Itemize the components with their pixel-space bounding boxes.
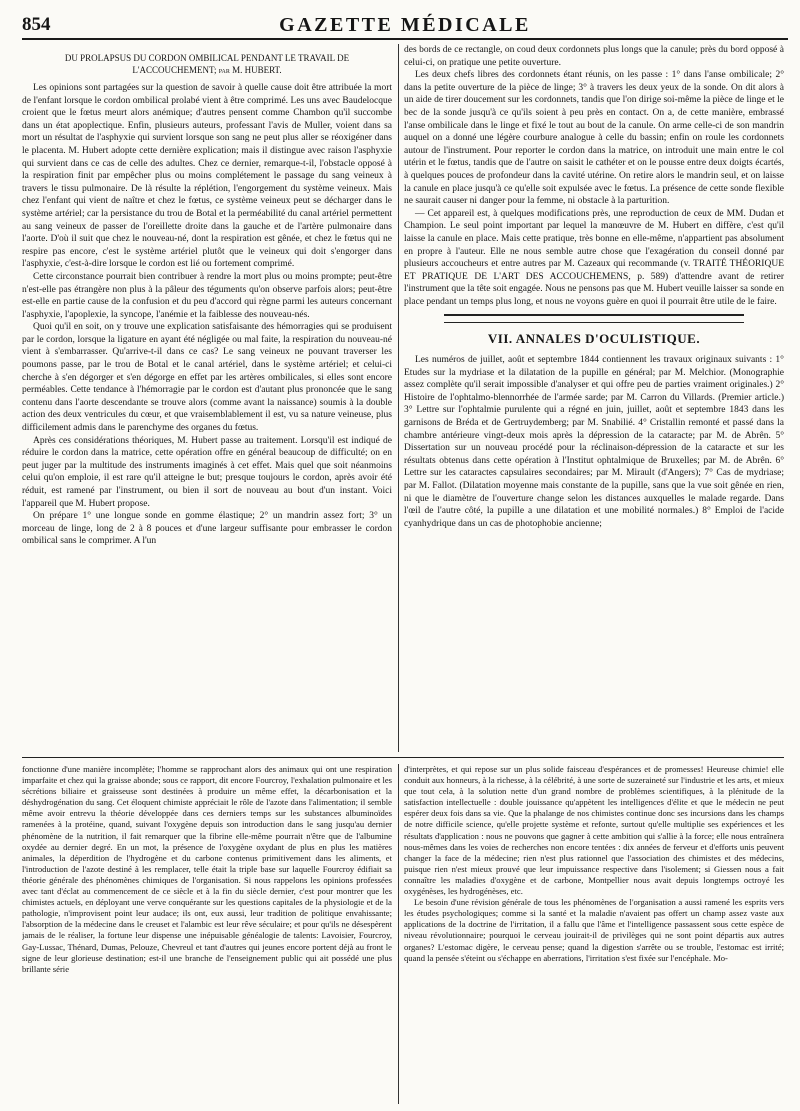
left-column (22, 44, 392, 752)
right-column (404, 44, 784, 752)
paragraph: d'interprètes, et qui repose sur un plus solide faisceau d'espérances et de promesses! Heureuse chimie! elle conduit aux honneurs, à la richesse, à la célébrité, à une sorte de suzeraineté sur l'industrie et les arts, et mieux que tout cela, à la solution nette d'un grand nombre de problèmes scientifiques, à la plénitude de la satisfaction intellectuelle : double jouissance qu'appètent les intelligences d'élite et que le médecin ne peut espérer deux fois dans sa vie. Que la phalange de nos chimistes continue donc ses incursions dans les champs de notre difficile science, qu'elle projette système et refonte, surtout qu'elle multiplie ses expériences et les résultats d'application : nous ne pouvons que gagner à cette ambition qui s'allie à la force; elle nous entraînera nous-mêmes dans les voies de recherches non encore tentées : dix années de ferveur et d'efforts unis peuvent changer la face de la médecine; rien n'est plus rationnel que l'association des chimistes et des médecins, puisque rien n'est mieux prouvé que leur impuissance respective dans l'isolement; si Giessen nous a fait connaître les maladies d'oxygène et de carbone, Montpellier nous avait depuis longtemps octroyé les oxygénèses, les hydrogénèses, etc. (404, 764, 784, 897)
paragraph: — Cet appareil est, à quelques modifications près, une reproduction de ceux de MM. Dudan et Champion. Le seul point important par lequel la manœuvre de M. Hubert en diffère, c'est qu'il laisse la canule en place. Mais cette pratique, très bonne en elle-même, n'appartient pas absolument en propre à l'auteur. Elle ne nous semble autre chose que l'exagération du conseil donné par plusieurs accoucheurs et entre autres par M. Cazeaux qui recommande (v. TRAITÉ THÉORIQUE ET PRATIQUE DE L'ART DES ACCOUCHEMENS, p. 589) d'attendre avant de retirer l'instrument que la tête soit engagée. Nous ne pensons pas que M. Hubert veuille laisser sa sonde en place pendant un temps plus long, et nous ne voyons guère en quoi il pourrait être utile de le faire. (404, 208, 784, 307)
paragraph: Le besoin d'une révision générale de tous les phénomènes de l'organisation a aussi ramené les esprits vers les études psychologiques; comme si la santé et la maladie n'avaient pas offert un champ assez vaste aux applications de la doctrine de l'irritation, il a fallu que l'âme et l'intelligence passassent sous cette espèce de niveau révolutionnaire; pourquoi le cerveau jouirait-il de privilèges qui ne sont point départis aux autres organes? L'estomac digère, le cerveau pense; quand la digestion s'arrête ou se trouble, l'estomac est irrité; quand la pensée s'éteint ou s'échappe en aberrations, l'irritation s'est fixée sur l'encéphale. Mo- (404, 897, 784, 963)
article-title: DU PROLAPSUS DU CORDON OMBILICAL PENDANT LE TRAVAIL DE L'ACCOUCHEMENT; par M. HUBERT. (64, 53, 350, 75)
page-header (22, 12, 788, 40)
paragraph: des bords de ce rectangle, on coud deux cordonnets plus longs que la canule; près du bord opposé à celui-ci, on pratique une petite ouverture. (404, 45, 784, 68)
column-divider-bottom (398, 764, 399, 1104)
paragraph: Après ces considérations théoriques, M. Hubert passe au traitement. Lorsqu'il est indiqué de réduire le cordon dans la matrice, cette opération offre en général beaucoup de difficulté; on en peut juger par la multitude des instruments imaginés à cet effet. Mais quel que soit néanmoins celui qu'on emploie, il est rare qu'il atteigne le but; presque toujours le cordon, après avoir été réduit, est ramené par l'instrument, ou bien il sort de nouveau au bout d'un instant. Voici l'appareil que M. Hubert propose. (22, 435, 392, 509)
journal-title: GAZETTE MÉDICALE (279, 14, 531, 36)
paragraph: Cette circonstance pourrait bien contribuer à rendre la mort plus ou moins prompte; peut-être n'est-elle pas étrangère non plus à la pâleur des téguments qu'on observe parfois alors; peut-être est-elle en partie cause de la confusion et du peu d'accord qui règne parmi les auteurs concernant l'asphyxie, l'apoplexie, la syncope, l'anémie et la faiblesse des nouveau-nés. (22, 271, 392, 320)
section-divider-thin (444, 322, 744, 323)
section-title: VII. ANNALES D'OCULISTIQUE. (487, 331, 701, 347)
paragraph: Les opinions sont partagées sur la question de savoir à quelle cause doit être attribuée la mort de l'enfant lorsque le cordon ombilical prolabé vient à être comprimé. Les uns avec Baudelocque croient que le fœtus meurt alors anémique; d'autres pensent comme Chambon qu'il succombe dans un état apoplectique. Enfin, plusieurs auteurs, professant l'avis de Muller, voient dans sa mort un résultat de l'asphyxie qui survient lorsque son sang ne peut plus aller se réoxigéner dans le placenta. M. Hubert adopte cette dernière explication; mais il distingue avec raison l'asphyxie qui survient dans ce cas de celle des adultes. Chez ce dernier, remarque-t-il, l'obstacle opposé à la respiration finit par empêcher plus ou moins complétement le passage du sang veineux à travers le tissu pulmonaire. De là résulte la réplétion, l'engorgement du système veineux. Mais chez l'enfant qui vient de naître et chez le fœtus, ce système veineux peut se décharger dans le système artériel; car la persistance du trou de Botal et la perméabilité du canal artériel permettent au sang veineux de passer de l'oreillette droite dans la gauche et de l'artère pulmonaire dans l'aorte. D'où il suit que chez le nouveau-né, dont la respiration est gênée, et chez le fœtus qui ne respire pas encore, c'est le système artériel plutôt que le veineux qui doit s'engorger dans l'asphyxie, c'est-à-dire lorsque le cordon est lié ou fortement comprimé. (22, 83, 392, 270)
paragraph: Les numéros de juillet, août et septembre 1844 contiennent les travaux originaux suivants : 1° Etudes sur la mydriase et la dilatation de la pupille en général; par M. Melchior. (Monographie assez complète qu'il serait impossible d'analyser et qui offre peu de parties vraiment originales.) 2° Histoire de l'ophtalmo-blennorrhée de l'armée sarde; par M. Carron du Villards. (Premier article.) 3° Lettre sur l'ophtalmie purulente qui a régné en juin, juillet, août et septembre 1843 dans les garnisons de Bréda et de Gertruydemberg; par M. Snabilié. 4° Cristallin remonté et passé dans la chambre antérieure vingt-deux mois après la dépression de la cataracte; par M. de Abrên. 5° Dissertation sur un nouveau procédé pour la réclinaison-dépression de la cataracte et sur les résultats obtenus dans cette opération à l'Institut ophtalmique de Bruxelles; par M. de Abrên. 6° Lettre sur les cataractes capsulaires secondaires; par M. Mirault (d'Angers); 7° Cas de mydriase; par M. Fallot. (Dilatation moyenne mais constante de la pupille, sans que la vue soit gênée en rien, ni que le diamètre de l'ouverture change selon les distances auxquelles le malade regarde. Dans l'œil de l'autre côté, la pupille a une dilatation et une mobilité normales.) 8° Emploi de l'acide cyanhydrique dans un cas de photophobie ancienne; (404, 355, 784, 529)
column-divider (398, 44, 399, 752)
section-divider (444, 314, 744, 316)
bottom-right-column (404, 764, 784, 1104)
paragraph: On prépare 1° une longue sonde en gomme élastique; 2° un mandrin assez fort; 3° un morceau de linge, long de 2 à 8 pouces et d'une largeur suffisante pour embrasser le cordon ombilical sans le comprimer. A l'un (22, 511, 392, 547)
page-number: 854 (22, 14, 51, 35)
paragraph: Quoi qu'il en soit, on y trouve une explication satisfaisante des hémorragies qui se produisent par le cordon, lorsque la ligature en ayant été négligée ou mal faite, la respiration du nouveau-né vient à s'embarrasser. Qu'arrive-t-il dans ce cas? Le sang veineux ne pouvant traverser les poumons passe, par le trou de Botal et le canal artériel, dans le système artériel; et celui-ci cherche à s'en dégorger et s'en dégorge en effet par les artères ombilicales, si elles sont encore perméables. Cette tendance à l'hémorragie par le cordon est d'autant plus prononcée que le sang contenu dans l'aorte descendante se trouve alors (comme avant la naissance) soumis à la double action des deux ventricules du cœur, et que vraisemblablement il est, vu sa nature veineuse, plus difficilement admis dans le parenchyme des organes du fœtus. (22, 322, 392, 434)
paragraph: Les deux chefs libres des cordonnets étant réunis, on les passe : 1° dans l'anse ombilicale; 2° dans la petite ouverture de la pièce de linge; 3° à travers les deux yeux de la sonde. On dit alors à un aide de tirer doucement sur les cordonnets, tandis que l'on dirige soi-même la pièce de linge et le bec de la sonde jusqu'à ce qu'ils soient à peu près en contact. On a, de cette manière, embrassé l'anse ombilicale dans le linge et fixé le tout au bout de la canule. On arme celle-ci de son mandrin auquel on a donné une légère courbure analogue à celle du bassin; enfin on roule les cordonnets autour de l'instrument. Pour reporter le cordon dans la matrice, on introduit une main entre le col utérin et le fœtus, tandis que de l'autre on saisit le cathéter et on le pousse entre deux doigts écartés, à quelques pouces de profondeur dans la cavité utérine. On retire alors le mandrin seul, et on laisse la canule en place jusqu'à ce qu'elle soit expulsée avec le fœtus. La présence de cette sonde flexible ne saurait causer ni danger pour la femme, ni obstacle à la parturition. (404, 70, 784, 207)
horizontal-divider (22, 757, 784, 758)
bottom-left-column (22, 764, 392, 1104)
paragraph: fonctionne d'une manière incomplète; l'homme se rapprochant alors des animaux qui ont une respiration imparfaite et chez qui la graisse abonde; sous ce rapport, dit encore Fourcroy, l'exhalation pulmonaire et les sécrétions biliaire et graisseuse sont destinées à produire un même effet, la décarbonisation et la déshydrogénation du sang. Cet éloquent chimiste appréciait le rôle de l'azote dans l'alimentation; il semble même avoir entrevu la théorie développée dans ces derniers temps sur les substances albuminoïdes ramenées à la protéine, quand, suivant l'oxygène depuis son introduction dans le sang jusqu'au dernier phénomène de la nutrition, il fait remarquer que la fibrine elle-même pourrait n'être que de l'albumine oxydée au dernier degré. En un mot, la présence de l'oxygène oxydant de plus en plus les matières animales, la déperdition de l'hydrogène et du carbone contenus primitivement dans les aliments, et l'introduction de l'azote destiné à les remplacer, telle était la triple base sur laquelle Fourcroy édifiait sa théorie générale des phénomènes chimiques de l'organisation. Si nous rappelons les opinions professées avec tant d'éclat au commencement de ce siècle et à la fin du siècle dernier, c'est pour montrer que les chimistes actuels, en déployant une verve conquérante sur les questions capitales de la physiologie et de la pathologie, n'improvisent point leur audace; ils ont, eux aussi, leur tradition de politique envahissante; l'absorption de la médecine dans le creuset et l'alambic est leur rêve séculaire; et pour qu'ils ne désespèrent jamais de le réaliser, la fortune leur dispense une inépuisable généalogie de talents: Lavoisier, Fourcroy, Gay-Lussac, Thénard, Dumas, Pelouze, Chevreul et tant d'autres qui jeunes encore portent déjà au front le signe de leur glorieuse destination; est-il une branche de l'enseignement public qui ait possédé une plus brillante série (22, 764, 392, 974)
